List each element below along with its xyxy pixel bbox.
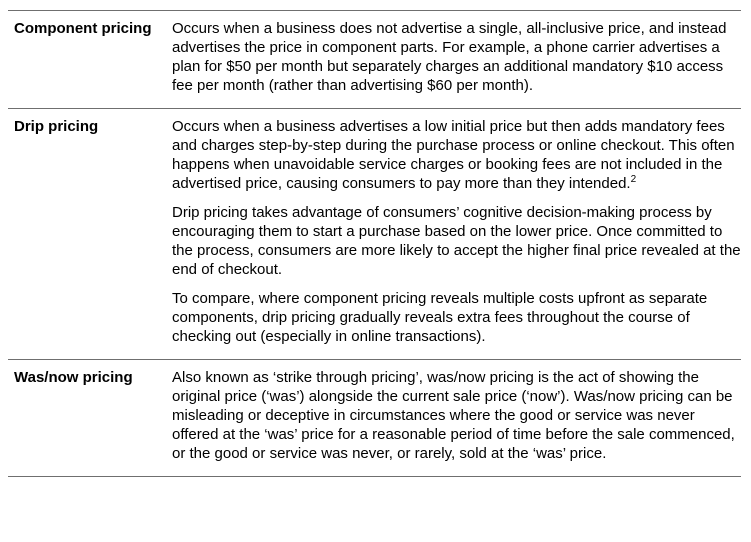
term-label: Was/now pricing [14, 369, 133, 386]
footnote-reference: 2 [630, 174, 637, 185]
term-label: Drip pricing [14, 118, 99, 135]
definition-paragraph: Occurs when a business does not advertise a single, all-inclusive price, and instead advertises the price in component parts. For example, a phone carrier advertises a plan for $50 per month but separately charges an additional mandatory $10 access fee per month (rather than advertising $60 per month). [172, 20, 727, 94]
definition-cell [172, 117, 741, 346]
term-label: Component pricing [14, 20, 152, 37]
definition-paragraph: Also known as ‘strike through pricing’, was/now pricing is the act of showing the original price (‘was’) alongside the current sale price (‘now’). Was/now pricing can be misleading or deceptive in circumstances where the good or service was never offered at the ‘was’ price for a reasonable period of time before the sale commenced, or the good or service was never, or rarely, sold at the ‘was’ price. [172, 369, 735, 462]
definition-cell [172, 19, 741, 95]
table-row-was-now-pricing [8, 359, 741, 477]
definition-text: Occurs when a business advertises a low initial price but then adds mandatory fees and charges step-by-step during the purchase process or online checkout. This often happens when unavoidable service charges or booking fees are not included in the advertised price, causing consumers to pay more than they intended. [172, 118, 735, 192]
definition-paragraph [172, 117, 741, 193]
definition-cell [172, 368, 741, 463]
definition-paragraph: Drip pricing takes advantage of consumers’ cognitive decision-making process by encouraging them to start a purchase based on the lower price. Once committed to the process, consumers are more likely to accept the higher final price revealed at the end of checkout. [172, 204, 741, 278]
pricing-terms-table [8, 10, 741, 477]
definition-paragraph: To compare, where component pricing reveals multiple costs upfront as separate components, drip pricing gradually reveals extra fees throughout the course of checking out (especially in online transactions). [172, 290, 708, 345]
term-cell [8, 368, 156, 387]
table-row-component-pricing [8, 10, 741, 108]
table-row-drip-pricing [8, 108, 741, 359]
term-cell [8, 19, 156, 38]
term-cell [8, 117, 156, 136]
